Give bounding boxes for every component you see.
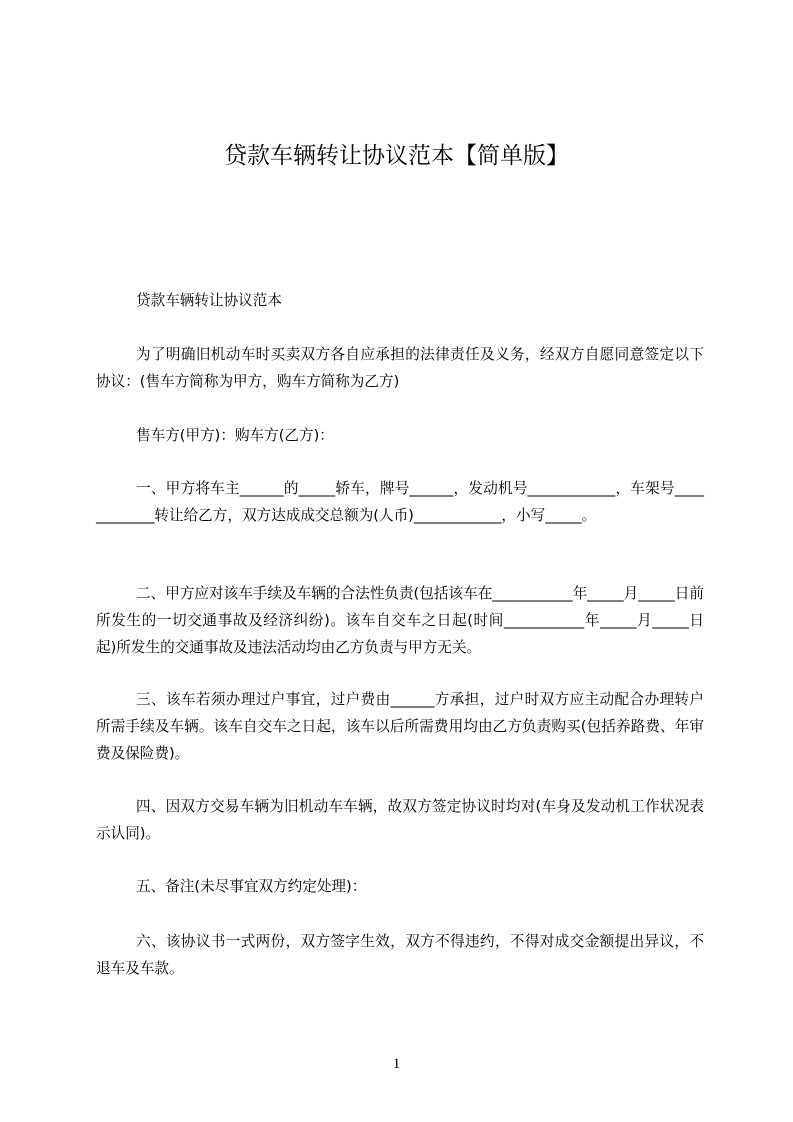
page-number: 1: [392, 1056, 401, 1072]
paragraph-clause-4: 四、因双方交易车辆为旧机动车车辆，故双方签定协议时均对(车身及发动机工作状况表示认同)。: [96, 798, 704, 842]
document-title: 贷款车辆转让协议范本【简单版】: [224, 143, 569, 169]
paragraph-intro: 为了明确旧机动车时买卖双方各自应承担的法律责任及义务，经双方自愿同意签定以下协议：(售车方简称为甲方，购车方简称为乙方): [96, 346, 704, 390]
paragraph-clause-6: 六、该协议书一式两份，双方签字生效，双方不得违约，不得对成交金额提出异议，不退车及车款。: [96, 933, 704, 977]
document-subtitle: 贷款车辆转让协议范本: [136, 292, 282, 309]
paragraph-parties: 售车方(甲方)：购车方(乙方)：: [136, 427, 334, 444]
paragraph-clause-2: 二、甲方应对该车手续及车辆的合法性负责(包括该车在___________年_____月_____日前所发生的一切交通事故及经济纠纷)。该车自交车之日起(时间___________年_____月_____日起)所发生的交通事故及违法活动均由乙方负责与甲方无关。: [96, 585, 704, 656]
paragraph-clause-1: 一、甲方将车主______的_____轿车，牌号______，发动机号____________，车架号____________转让给乙方，双方达成成交总额为(人币)____________，小写_____。: [96, 480, 704, 524]
paragraph-clause-3: 三、该车若须办理过户事宜，过户费由______方承担，过户时双方应主动配合办理转户所需手续及车辆。该车自交车之日起，该车以后所需费用均由乙方负责购买(包括养路费、年审费及保险费)。: [96, 691, 704, 762]
paragraph-clause-5: 五、备注(未尽事宜双方约定处理)：: [136, 878, 367, 895]
